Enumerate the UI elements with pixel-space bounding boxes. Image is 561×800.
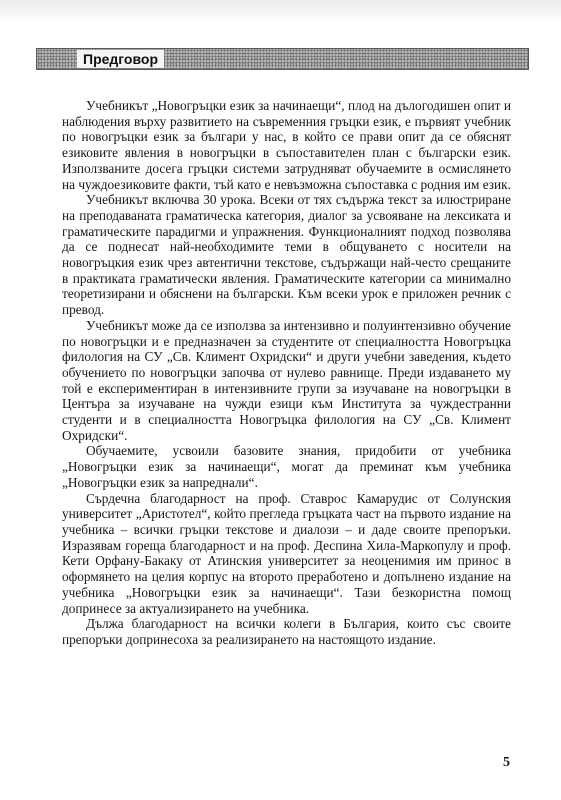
page-number: 5 [503, 755, 510, 770]
paragraph-2: Учебникът включва 30 урока. Всеки от тях съдържа текст за илюстриране на преподаваната граматическа категория, диалог за усвояване на лексиката и граматическите парадигми и упражнения. Функционалният подход позволява да се поднесат най-необходимите теми в общуването с носители на новогръцкия език чрез автентични текстове, съдържащи най-често срещаните в практиката граматически явления. Граматическите категории са минимално теоретизирани и обяснени на български. Към всеки урок е приложен речник с превод. [62, 192, 511, 318]
paragraph-5: Сърдечна благодарност на проф. Ставрос Камарудис от Солунския университет „Аристотел“, който прегледа гръцката част на първото издание на учебника – всички гръцки текстове и диалози – и даде своите препоръки. Изразявам гореща благодарност и на проф. Деспина Хила-Маркопулу и проф. Кети Орфану-Бакаку от Атинския университет за неоценимия им принос в оформянето на целия корпус на второто преработено и допълнено издание на учебника „Новогръцки език за начинаещи“. Тази безкористна помощ допринесе за актуализирането на учебника. [62, 490, 511, 616]
paragraph-4: Обучаемите, усвоили базовите знания, придобити от учебника „Новогръцки език за начинаещи“, могат да преминат към учебника „Новогръцки език за напреднали“. [62, 443, 511, 490]
paragraph-6: Дължа благодарност на всички колеги в България, които със своите препоръки допринесоха за реализирането на настоящото издание. [62, 616, 511, 647]
section-header-banner [36, 48, 529, 70]
section-title: Предговор [77, 50, 164, 68]
paragraph-3: Учебникът може да се използва за интензивно и полуинтензивно обучение по новогръцки и е предназначен за студентите от специалността Новогръцка филология на СУ „Св. Климент Охридски“ и други учебни заведения, където обучението по новогръцки започва от нулево равнище. Преди издаването му той е експериментиран в интензивните групи за изучаване на новогръцки в Центъра за изучаване на чужди езици към Института за чуждестранни студенти и в специалността Новогръцка филология на СУ „Св. Климент Охридски“. [62, 317, 511, 443]
preface-body [62, 98, 511, 648]
paragraph-1: Учебникът „Новогръцки език за начинаещи“, плод на дълогодишен опит и наблюдения върху развитието на съвременния гръцки език, е първият учебник по новогръцки език за българи у нас, в който се прави опит да се обяснят езиковите явления в новогръцки в съпоставителен план с български език. Използваните досега гръцки системи затрудняват обучаемите в осмислянето на чуждоезиковите факти, тъй като е невъзможна съпоставка с родния им език. [62, 98, 511, 192]
